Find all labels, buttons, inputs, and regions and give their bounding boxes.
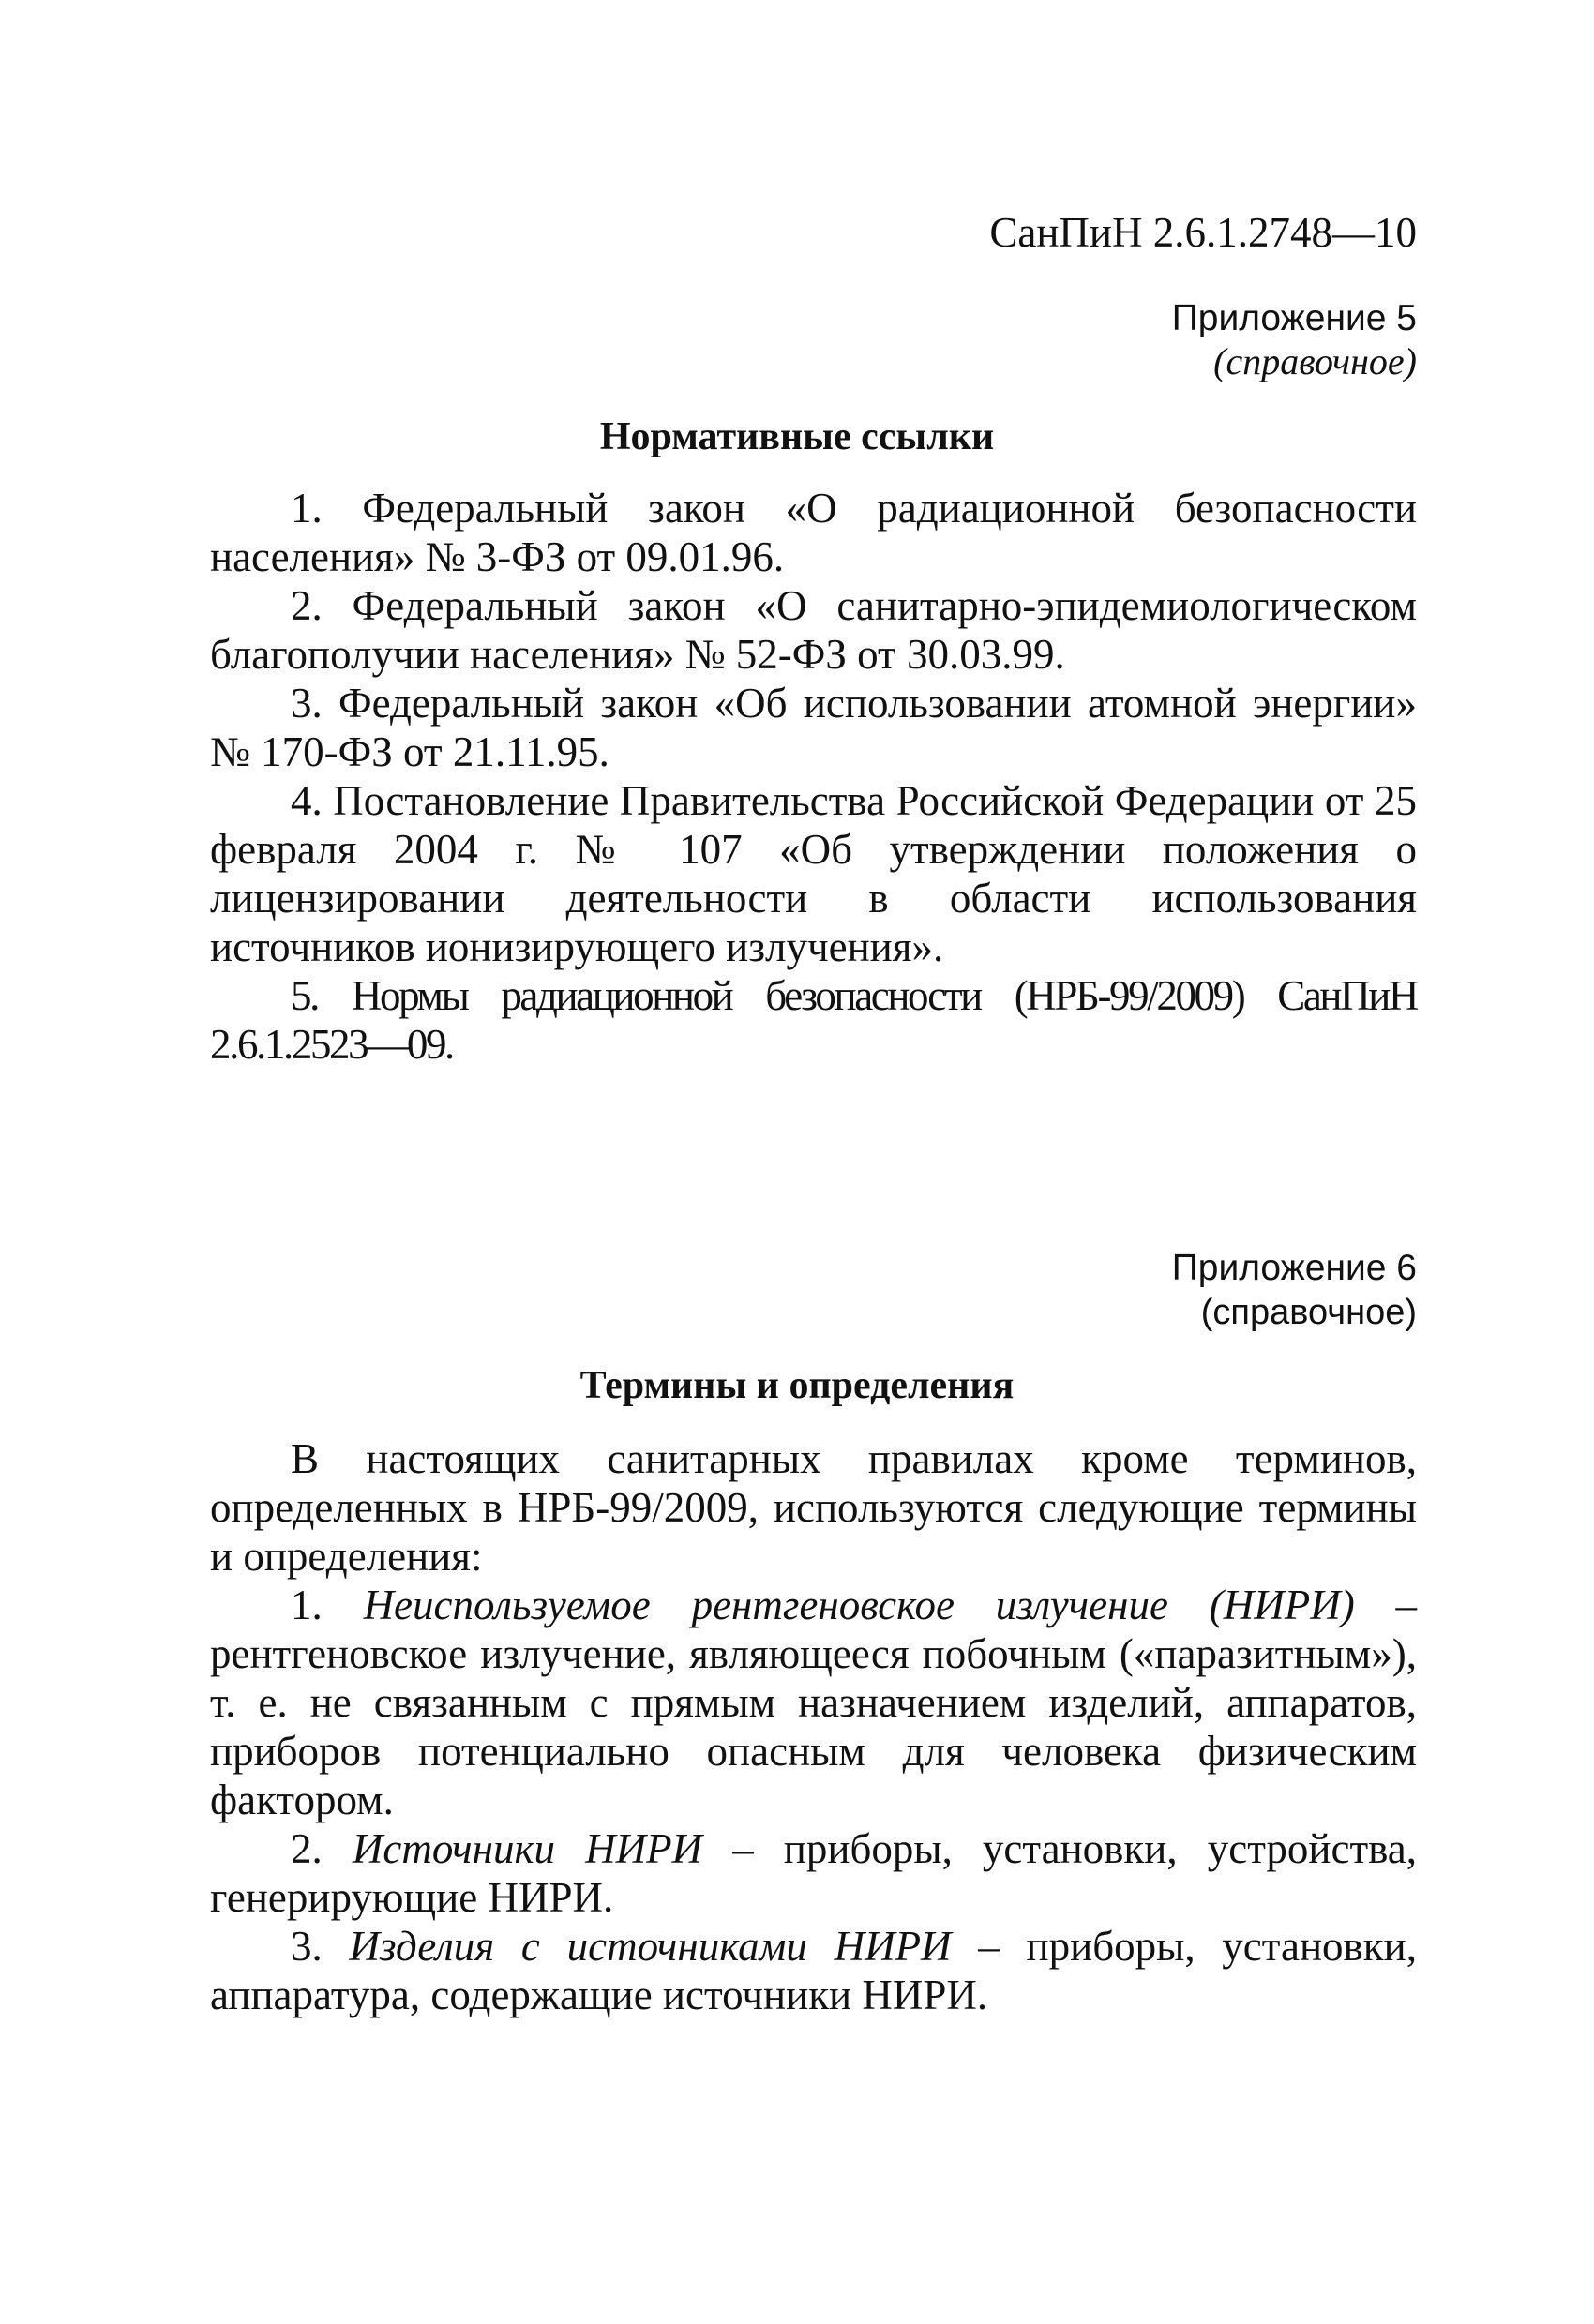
terms-definitions-list — [210, 1434, 1417, 2019]
annex6-title: Термины и определения — [579, 1364, 1015, 1407]
annex5-title: Нормативные ссылки — [599, 415, 995, 458]
reference-item: 2. Федеральный закон «О санитарно-эпидемиологическом благополучии населения» № 52-ФЗ от 30.03.99. — [210, 582, 1417, 678]
normative-references-list — [210, 484, 1417, 1069]
terms-intro: В настоящих санитарных правилах кроме терминов, определенных в НРБ-99/2009, используются следующие термины и определения: — [210, 1435, 1417, 1580]
reference-item: 5. Нормы радиационной безопасности (НРБ-99/2009) СанПиН 2.6.1.2523—09. — [210, 972, 1417, 1068]
definition-term: Изделия с источниками НИРИ — [349, 1923, 952, 1970]
annex5-note: (справочное) — [1213, 340, 1417, 382]
reference-item: 3. Федеральный закон «Об использовании атомной энергии» № 170-ФЗ от 21.11.95. — [210, 680, 1417, 775]
definition-text: – приборы, установки, аппаратура, содержащие источники НИРИ. — [210, 1923, 1417, 2018]
definition-term: Источники НИРИ — [352, 1825, 703, 1872]
annex5-label: Приложение 5 — [1171, 298, 1417, 338]
definition-item — [210, 1581, 1417, 1824]
definition-number: 2. — [291, 1825, 353, 1872]
definition-number: 3. — [291, 1923, 350, 1970]
annex6-note: (справочное) — [1200, 1293, 1417, 1332]
reference-item: 4. Постановление Правительства Российской Федерации от 25 февраля 2004 г. № 107 «Об утверждении положения о лицензировании деятельности в области использования источников ионизирующего излучения». — [210, 777, 1417, 970]
reference-item: 1. Федеральный закон «О радиационной безопасности населения» № 3-ФЗ от 09.01.96. — [210, 485, 1417, 580]
definition-text: – приборы, установки, устройства, генерирующие НИРИ. — [210, 1825, 1418, 1921]
definition-item — [210, 1922, 1417, 2019]
annex6-label: Приложение 6 — [1171, 1248, 1417, 1288]
definition-number: 1. — [291, 1582, 364, 1628]
definition-item — [210, 1824, 1417, 1922]
definition-term: Неиспользуемое рентгеновское излучение (НИРИ) — [363, 1582, 1355, 1628]
definition-text: – рентгеновское излучение, являющееся побочным («паразитным»), т. е. не связанным с прямым назначением изделий, аппаратов, приборов потенциально опасным для человека физическим фактором. — [210, 1582, 1417, 1823]
document-code: СанПиН 2.6.1.2748—10 — [989, 209, 1417, 256]
